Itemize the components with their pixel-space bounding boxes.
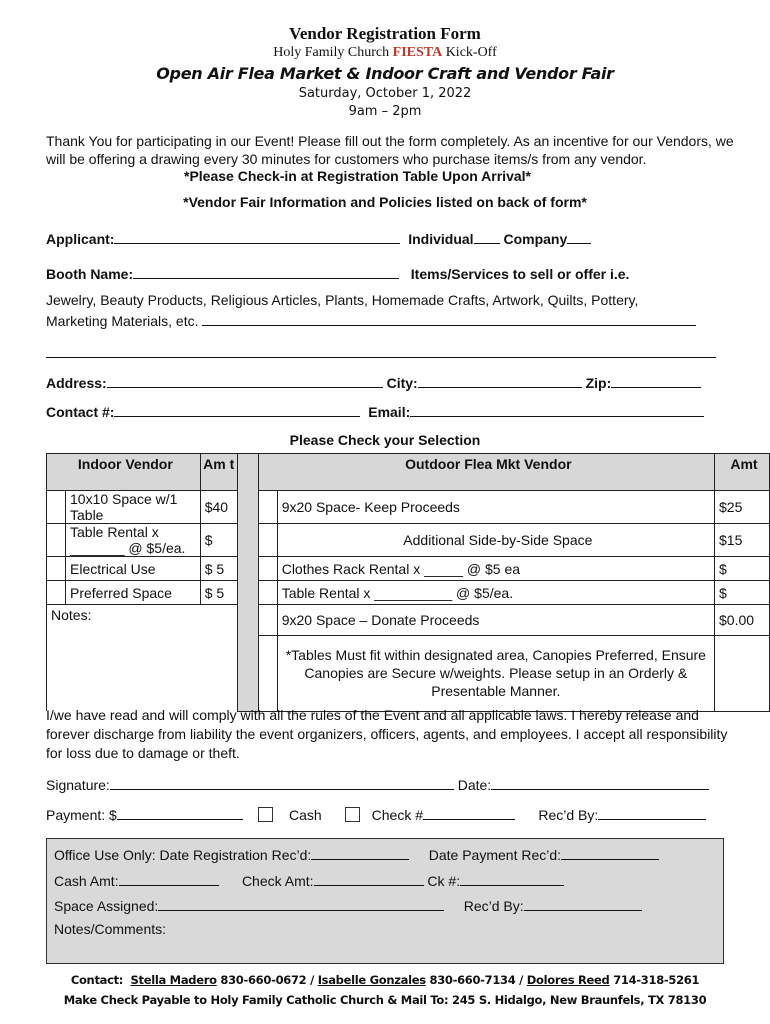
email-label: Email: <box>368 404 411 420</box>
cash-checkbox[interactable] <box>258 807 273 822</box>
event-name: Open Air Flea Market & Indoor Craft and Vendor Fair <box>156 64 614 83</box>
space-assigned-field[interactable] <box>158 896 444 911</box>
contact-row <box>46 402 704 420</box>
form-title: Vendor Registration Form <box>289 24 481 43</box>
outdoor-label-1: Additional Side-by-Side Space <box>277 524 714 557</box>
payment-row <box>46 805 706 823</box>
outdoor-label-3: Table Rental x __________ @ $5/ea. <box>277 581 714 605</box>
indoor-checkbox-2[interactable] <box>47 557 66 581</box>
form-subtitle <box>0 45 770 61</box>
applicant-row <box>46 229 591 247</box>
indoor-label-2: Electrical Use <box>66 557 201 581</box>
indoor-checkbox-0[interactable] <box>47 491 66 524</box>
date-payment-label: Date Payment Rec’d: <box>428 847 562 863</box>
contact1-name: Stella Madero <box>130 973 217 987</box>
zip-field[interactable] <box>611 373 701 388</box>
contact-label: Contact #: <box>46 404 115 420</box>
company-checkbox-line[interactable] <box>567 229 591 244</box>
policies-note: *Vendor Fair Information and Policies listed on back of form* <box>183 194 587 210</box>
indoor-label-0: 10x10 Space w/1 Table <box>66 491 201 524</box>
event-time: 9am – 2pm <box>348 104 422 119</box>
contact-field[interactable] <box>114 402 360 417</box>
office-row-3 <box>54 896 642 914</box>
checkin-note: *Please Check-in at Registration Table Upon Arrival* <box>184 168 531 184</box>
indoor-checkbox-3[interactable] <box>47 581 66 605</box>
table-row <box>47 605 770 636</box>
recd-by-label: Rec’d By: <box>538 807 599 823</box>
indoor-amt-header: Am t <box>200 454 237 491</box>
contact-footer-label: Contact: <box>70 973 124 987</box>
outdoor-amt-1: $15 <box>715 524 770 557</box>
check-amt-label: Check Amt: <box>241 873 314 889</box>
check-number-field[interactable] <box>423 805 515 820</box>
examples-line-2: Marketing Materials, etc. <box>46 313 199 329</box>
city-label: City: <box>386 375 418 391</box>
outdoor-amt-header: Amt <box>715 454 770 491</box>
outdoor-checkbox-4[interactable] <box>258 605 277 636</box>
release-statement: I/we have read and will comply with all the rules of the Event and all applicable laws. I hereby release and forever discharge from liability the event organizers, officers, agents, and employees. I accept all responsibility for loss due to damage or theft. <box>46 707 728 761</box>
selection-heading: Please Check your Selection <box>289 432 481 448</box>
payment-field[interactable] <box>117 805 243 820</box>
indoor-label-3: Preferred Space <box>66 581 201 605</box>
indoor-amt-1: $ <box>200 524 237 557</box>
fiesta-brand: FIESTA <box>392 45 443 60</box>
outdoor-checkbox-2[interactable] <box>258 557 277 581</box>
address-row <box>46 373 701 391</box>
intro-paragraph <box>46 132 746 168</box>
outdoor-blank-cell <box>258 635 277 711</box>
email-field[interactable] <box>410 402 704 417</box>
zip-label: Zip: <box>585 375 612 391</box>
vendor-selection-table <box>46 453 770 712</box>
cash-amt-field[interactable] <box>119 871 219 886</box>
booth-row <box>46 264 629 282</box>
space-assigned-label: Space Assigned: <box>54 898 159 914</box>
items-label: Items/Services to sell or offer i.e. <box>410 266 630 282</box>
office-use-label: Office Use Only: Date Registration Rec’d: <box>54 847 312 863</box>
table-row <box>47 557 770 581</box>
table-row <box>47 581 770 605</box>
outdoor-label-4: 9x20 Space – Donate Proceeds <box>277 605 714 636</box>
table-divider <box>237 454 258 712</box>
subtitle-pre: Holy Family Church <box>273 45 393 60</box>
recd-by-field[interactable] <box>598 805 706 820</box>
payable-note: Make Check Payable to Holy Family Catholic Church & Mail To: 245 S. Hidalgo, New Braunfels, TX 78130 <box>63 993 707 1007</box>
notes-label: Notes: <box>51 607 92 623</box>
table-header-row <box>47 454 770 491</box>
applicant-field[interactable] <box>114 229 400 244</box>
subtitle-post: Kick-Off <box>442 45 497 60</box>
office-row-1 <box>54 845 659 863</box>
payment-label: Payment: $ <box>46 807 117 823</box>
ck-field[interactable] <box>460 871 564 886</box>
event-date: Saturday, October 1, 2022 <box>298 86 472 101</box>
applicant-label: Applicant: <box>46 231 115 247</box>
indoor-amt-2: $ 5 <box>200 557 237 581</box>
indoor-header: Indoor Vendor <box>47 454 201 491</box>
outdoor-checkbox-0[interactable] <box>258 491 277 524</box>
address-label: Address: <box>46 375 107 391</box>
outdoor-label-0: 9x20 Space- Keep Proceeds <box>277 491 714 524</box>
contact2-name: Isabelle Gonzales <box>317 973 426 987</box>
check-amt-field[interactable] <box>314 871 424 886</box>
check-checkbox[interactable] <box>345 807 360 822</box>
items-field[interactable] <box>202 311 696 326</box>
individual-checkbox-line[interactable] <box>474 229 500 244</box>
contact2-phone: 830-660-7134 / <box>429 973 524 987</box>
contact3-name: Dolores Reed <box>526 973 610 987</box>
ck-label: Ck #: <box>427 873 461 889</box>
indoor-amt-0: $40 <box>200 491 237 524</box>
outdoor-checkbox-1[interactable] <box>258 524 277 557</box>
individual-label: Individual <box>408 231 474 247</box>
cash-amt-label: Cash Amt: <box>54 873 119 889</box>
examples-line-1: Jewelry, Beauty Products, Religious Articles, Plants, Homemade Crafts, Artwork, Quilts, Pottery, <box>46 292 639 308</box>
table-row <box>47 524 770 557</box>
outdoor-amt-2: $ <box>715 557 770 581</box>
date-field[interactable] <box>491 775 709 790</box>
examples-row-2 <box>46 311 696 329</box>
office-recd-by-label: Rec’d By: <box>463 898 524 914</box>
indoor-amt-3: $ 5 <box>200 581 237 605</box>
outdoor-blank-amt <box>715 635 770 711</box>
notes-area[interactable] <box>47 605 238 712</box>
contact1-phone: 830-660-0672 / <box>220 973 314 987</box>
check-label: Check # <box>371 807 424 823</box>
date-label: Date: <box>457 777 492 793</box>
indoor-label-1: Table Rental x _______ @ $5/ea. <box>66 524 201 557</box>
signature-label: Signature: <box>46 777 110 793</box>
notes-comments-label: Notes/Comments: <box>54 921 167 937</box>
tables-note: *Tables Must fit within designated area, Canopies Preferred, Ensure Canopies are Secure w/weights. Please setup in an Orderly & Presentable Manner. <box>277 635 714 711</box>
date-payment-field[interactable] <box>561 845 659 860</box>
table-row <box>47 491 770 524</box>
office-use-box <box>46 838 724 964</box>
office-row-2 <box>54 871 564 889</box>
cash-label: Cash <box>288 807 322 823</box>
booth-label: Booth Name: <box>46 266 134 282</box>
items-field-extra-line[interactable] <box>46 357 716 358</box>
signature-field[interactable] <box>110 775 454 790</box>
contact3-phone: 714-318-5261 <box>613 973 700 987</box>
intro-text: Thank You for participating in our Event! Please fill out the form completely. As an incentive for our Vendors, we will be offering a drawing every 30 minutes for customers who purchase items/s from any vendor. <box>46 133 734 167</box>
date-registration-field[interactable] <box>311 845 409 860</box>
outdoor-label-2: Clothes Rack Rental x _____ @ $5 ea <box>277 557 714 581</box>
outdoor-amt-3: $ <box>715 581 770 605</box>
office-recd-by-field[interactable] <box>524 896 642 911</box>
outdoor-checkbox-3[interactable] <box>258 581 277 605</box>
address-field[interactable] <box>107 373 383 388</box>
booth-name-field[interactable] <box>133 264 399 279</box>
outdoor-amt-0: $25 <box>715 491 770 524</box>
outdoor-header: Outdoor Flea Mkt Vendor <box>258 454 714 491</box>
outdoor-amt-4: $0.00 <box>715 605 770 636</box>
company-label: Company <box>503 231 568 247</box>
footer-contacts <box>0 973 770 987</box>
city-field[interactable] <box>418 373 582 388</box>
indoor-checkbox-1[interactable] <box>47 524 66 557</box>
signature-row <box>46 775 709 793</box>
